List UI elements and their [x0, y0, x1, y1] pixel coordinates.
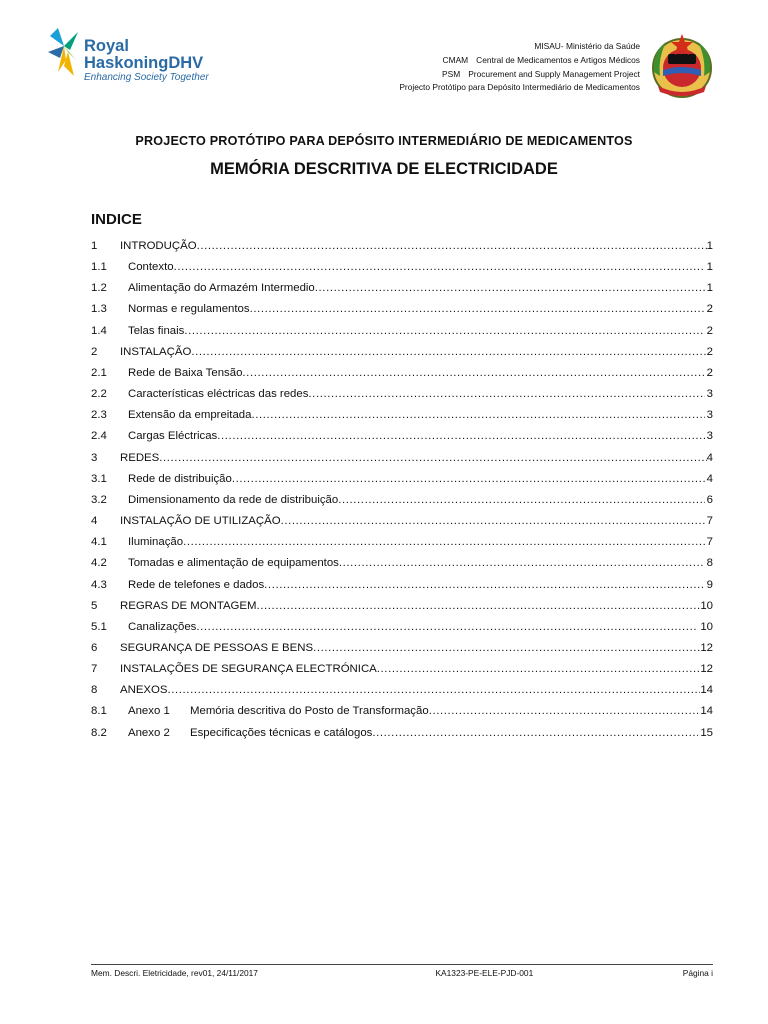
toc-entry[interactable]: 1.4 Telas finais ..... 2	[91, 321, 713, 342]
page-footer	[91, 968, 713, 978]
toc-entry[interactable]: 4.1 Iluminação ..... 7	[91, 532, 713, 553]
mozambique-emblem-icon	[648, 32, 716, 100]
toc-entry[interactable]: 3.2 Dimensionamento da rede de distribuição ..... 6	[91, 490, 713, 511]
company-logo	[44, 20, 234, 100]
header-line: CMAM Central de Medicamentos e Artigos Médicos	[442, 54, 640, 65]
footer-document-code: KA1323-PE-ELE-PJD-001	[435, 968, 534, 978]
header-line: MISAU- Ministério da Saúde	[534, 41, 640, 51]
toc-entry[interactable]: 8.1 Anexo 1 Memória descritiva do Posto de Transformação ..... 14	[91, 701, 713, 722]
toc-entry[interactable]: 4 INSTALAÇÃO DE UTILIZAÇÃO ..... 7	[91, 511, 713, 532]
toc-entry[interactable]: 7 INSTALAÇÕES DE SEGURANÇA ELECTRÓNICA ..... 12	[91, 659, 713, 680]
logo-line-1: Royal	[84, 37, 129, 55]
toc-entry[interactable]: 1 INTRODUÇÃO ..... 1	[91, 236, 713, 257]
document-title: MEMÓRIA DESCRITIVA DE ELECTRICIDADE	[210, 160, 558, 178]
toc-entry[interactable]: 6 SEGURANÇA DE PESSOAS E BENS ..... 12	[91, 638, 713, 659]
toc-entry[interactable]: 4.2 Tomadas e alimentação de equipamentos ..... 8	[91, 553, 713, 574]
toc-entry[interactable]: 1.3 Normas e regulamentos ..... 2	[91, 299, 713, 320]
toc-entry[interactable]: 3 REDES ..... 4	[91, 448, 713, 469]
toc-entry[interactable]: 2 INSTALAÇÃO ..... 2	[91, 342, 713, 363]
toc-entry[interactable]: 2.4 Cargas Eléctricas ..... 3	[91, 426, 713, 447]
toc-entry[interactable]: 4.3 Rede de telefones e dados ..... 9	[91, 575, 713, 596]
toc-entry[interactable]: 3.1 Rede de distribuição ..... 4	[91, 469, 713, 490]
footer-revision: Mem. Descri. Eletricidade, rev01, 24/11/2017	[91, 968, 258, 978]
toc-entry[interactable]: 1.2 Alimentação do Armazém Intermedio ..... 1	[91, 278, 713, 299]
toc-entry[interactable]: 2.1 Rede de Baixa Tensão ..... 2	[91, 363, 713, 384]
toc-entry[interactable]: 5 REGRAS DE MONTAGEM ..... 10	[91, 596, 713, 617]
toc-entry[interactable]: 2.2 Características eléctricas das redes ..... 3	[91, 384, 713, 405]
toc-entry[interactable]: 8 ANEXOS ..... 14	[91, 680, 713, 701]
logo-tagline: Enhancing Society Together	[84, 72, 209, 83]
star-logo-icon	[44, 24, 88, 84]
toc-entry[interactable]: 8.2 Anexo 2 Especificações técnicas e catálogos ..... 15	[91, 723, 713, 744]
header-line: PSM Procurement and Supply Management Project	[442, 68, 640, 79]
document-subtitle: PROJECTO PROTÓTIPO PARA DEPÓSITO INTERMEDIÁRIO DE MEDICAMENTOS	[135, 134, 633, 148]
toc-entry[interactable]: 5.1 Canalizações ..... 10	[91, 617, 713, 638]
toc-entry[interactable]: 1.1 Contexto ..... 1	[91, 257, 713, 278]
header-info	[399, 40, 640, 95]
toc-entry[interactable]: 2.3 Extensão da empreitada ..... 3	[91, 405, 713, 426]
footer-page-number: Página i	[682, 968, 713, 978]
logo-line-2: HaskoningDHV	[84, 54, 204, 72]
footer-divider	[91, 964, 713, 965]
table-of-contents	[91, 236, 713, 744]
header-line: Projecto Protótipo para Depósito Intermediário de Medicamentos	[399, 82, 640, 93]
index-heading: INDICE	[91, 211, 142, 228]
